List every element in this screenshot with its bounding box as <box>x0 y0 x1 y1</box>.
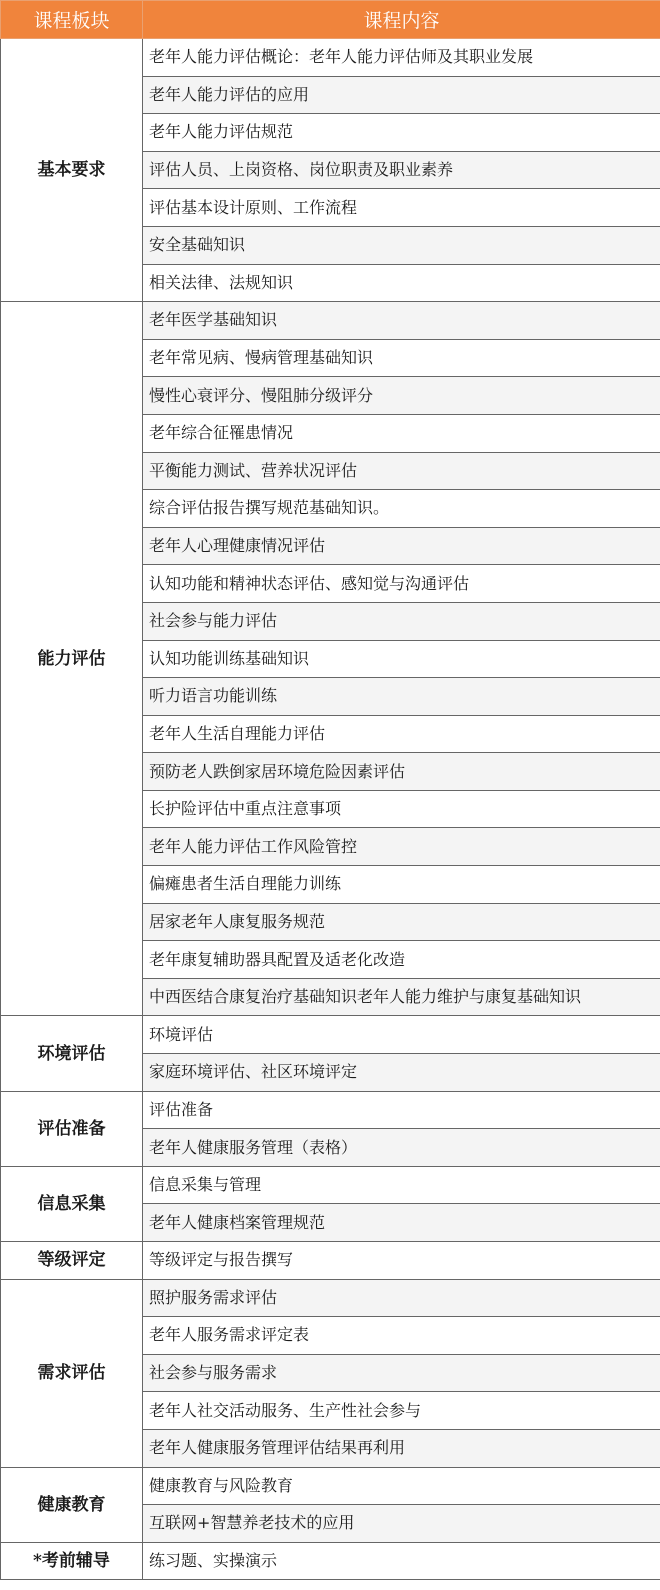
content-cell: 老年综合征罹患情况 <box>143 414 660 452</box>
table-row <box>1 1016 660 1054</box>
content-cell: 家庭环境评估、社区环境评定 <box>143 1054 660 1092</box>
header-row <box>1 1 660 39</box>
content-cell: 老年康复辅助器具配置及适老化改造 <box>143 941 660 979</box>
module-cell: *考前辅导 <box>1 1542 143 1580</box>
content-cell: 居家老年人康复服务规范 <box>143 903 660 941</box>
content-cell: 环境评估 <box>143 1016 660 1054</box>
content-cell: 老年人能力评估工作风险管控 <box>143 828 660 866</box>
content-cell: 老年人健康档案管理规范 <box>143 1204 660 1242</box>
content-cell: 老年人服务需求评定表 <box>143 1317 660 1355</box>
content-cell: 老年人生活自理能力评估 <box>143 715 660 753</box>
table-row <box>1 302 660 340</box>
content-cell: 相关法律、法规知识 <box>143 264 660 302</box>
content-cell: 老年人健康服务管理（表格） <box>143 1129 660 1167</box>
content-cell: 认知功能和精神状态评估、感知觉与沟通评估 <box>143 565 660 603</box>
content-cell: 老年人能力评估概论：老年人能力评估师及其职业发展 <box>143 39 660 77</box>
content-cell: 安全基础知识 <box>143 226 660 264</box>
content-cell: 信息采集与管理 <box>143 1166 660 1204</box>
table-row <box>1 1279 660 1317</box>
module-cell: 评估准备 <box>1 1091 143 1166</box>
content-cell: 认知功能训练基础知识 <box>143 640 660 678</box>
content-cell: 老年人能力评估的应用 <box>143 76 660 114</box>
content-cell: 中西医结合康复治疗基础知识老年人能力维护与康复基础知识 <box>143 978 660 1016</box>
module-cell: 等级评定 <box>1 1242 143 1280</box>
content-cell: 老年人能力评估规范 <box>143 114 660 152</box>
content-cell: 评估准备 <box>143 1091 660 1129</box>
content-cell: 评估基本设计原则、工作流程 <box>143 189 660 227</box>
content-cell: 社会参与服务需求 <box>143 1354 660 1392</box>
module-cell: 健康教育 <box>1 1467 143 1542</box>
content-cell: 长护险评估中重点注意事项 <box>143 790 660 828</box>
module-cell: 信息采集 <box>1 1166 143 1241</box>
module-cell: 基本要求 <box>1 39 143 302</box>
content-cell: 慢性心衰评分、慢阻肺分级评分 <box>143 377 660 415</box>
content-cell: 老年医学基础知识 <box>143 302 660 340</box>
module-cell: 环境评估 <box>1 1016 143 1091</box>
content-cell: 综合评估报告撰写规范基础知识。 <box>143 490 660 528</box>
table-row <box>1 1166 660 1204</box>
table-row <box>1 1091 660 1129</box>
module-cell: 能力评估 <box>1 302 143 1016</box>
content-cell: 老年常见病、慢病管理基础知识 <box>143 339 660 377</box>
content-cell: 老年人社交活动服务、生产性社会参与 <box>143 1392 660 1430</box>
content-cell: 预防老人跌倒家居环境危险因素评估 <box>143 753 660 791</box>
content-cell: 社会参与能力评估 <box>143 602 660 640</box>
table-row <box>1 1242 660 1280</box>
table-body <box>1 39 660 1580</box>
content-cell: 等级评定与报告撰写 <box>143 1242 660 1280</box>
table-row <box>1 1467 660 1505</box>
content-cell: 平衡能力测试、营养状况评估 <box>143 452 660 490</box>
table-row <box>1 39 660 77</box>
header-content: 课程内容 <box>143 1 660 39</box>
content-cell: 健康教育与风险教育 <box>143 1467 660 1505</box>
content-cell: 听力语言功能训练 <box>143 678 660 716</box>
content-cell: 老年人心理健康情况评估 <box>143 527 660 565</box>
content-cell: 评估人员、上岗资格、岗位职责及职业素养 <box>143 151 660 189</box>
content-cell: 互联网+智慧养老技术的应用 <box>143 1505 660 1543</box>
module-cell: 需求评估 <box>1 1279 143 1467</box>
header-module: 课程板块 <box>1 1 143 39</box>
content-cell: 练习题、实操演示 <box>143 1542 660 1580</box>
table-row <box>1 1542 660 1580</box>
content-cell: 老年人健康服务管理评估结果再利用 <box>143 1429 660 1467</box>
content-cell: 照护服务需求评估 <box>143 1279 660 1317</box>
content-cell: 偏瘫患者生活自理能力训练 <box>143 866 660 904</box>
